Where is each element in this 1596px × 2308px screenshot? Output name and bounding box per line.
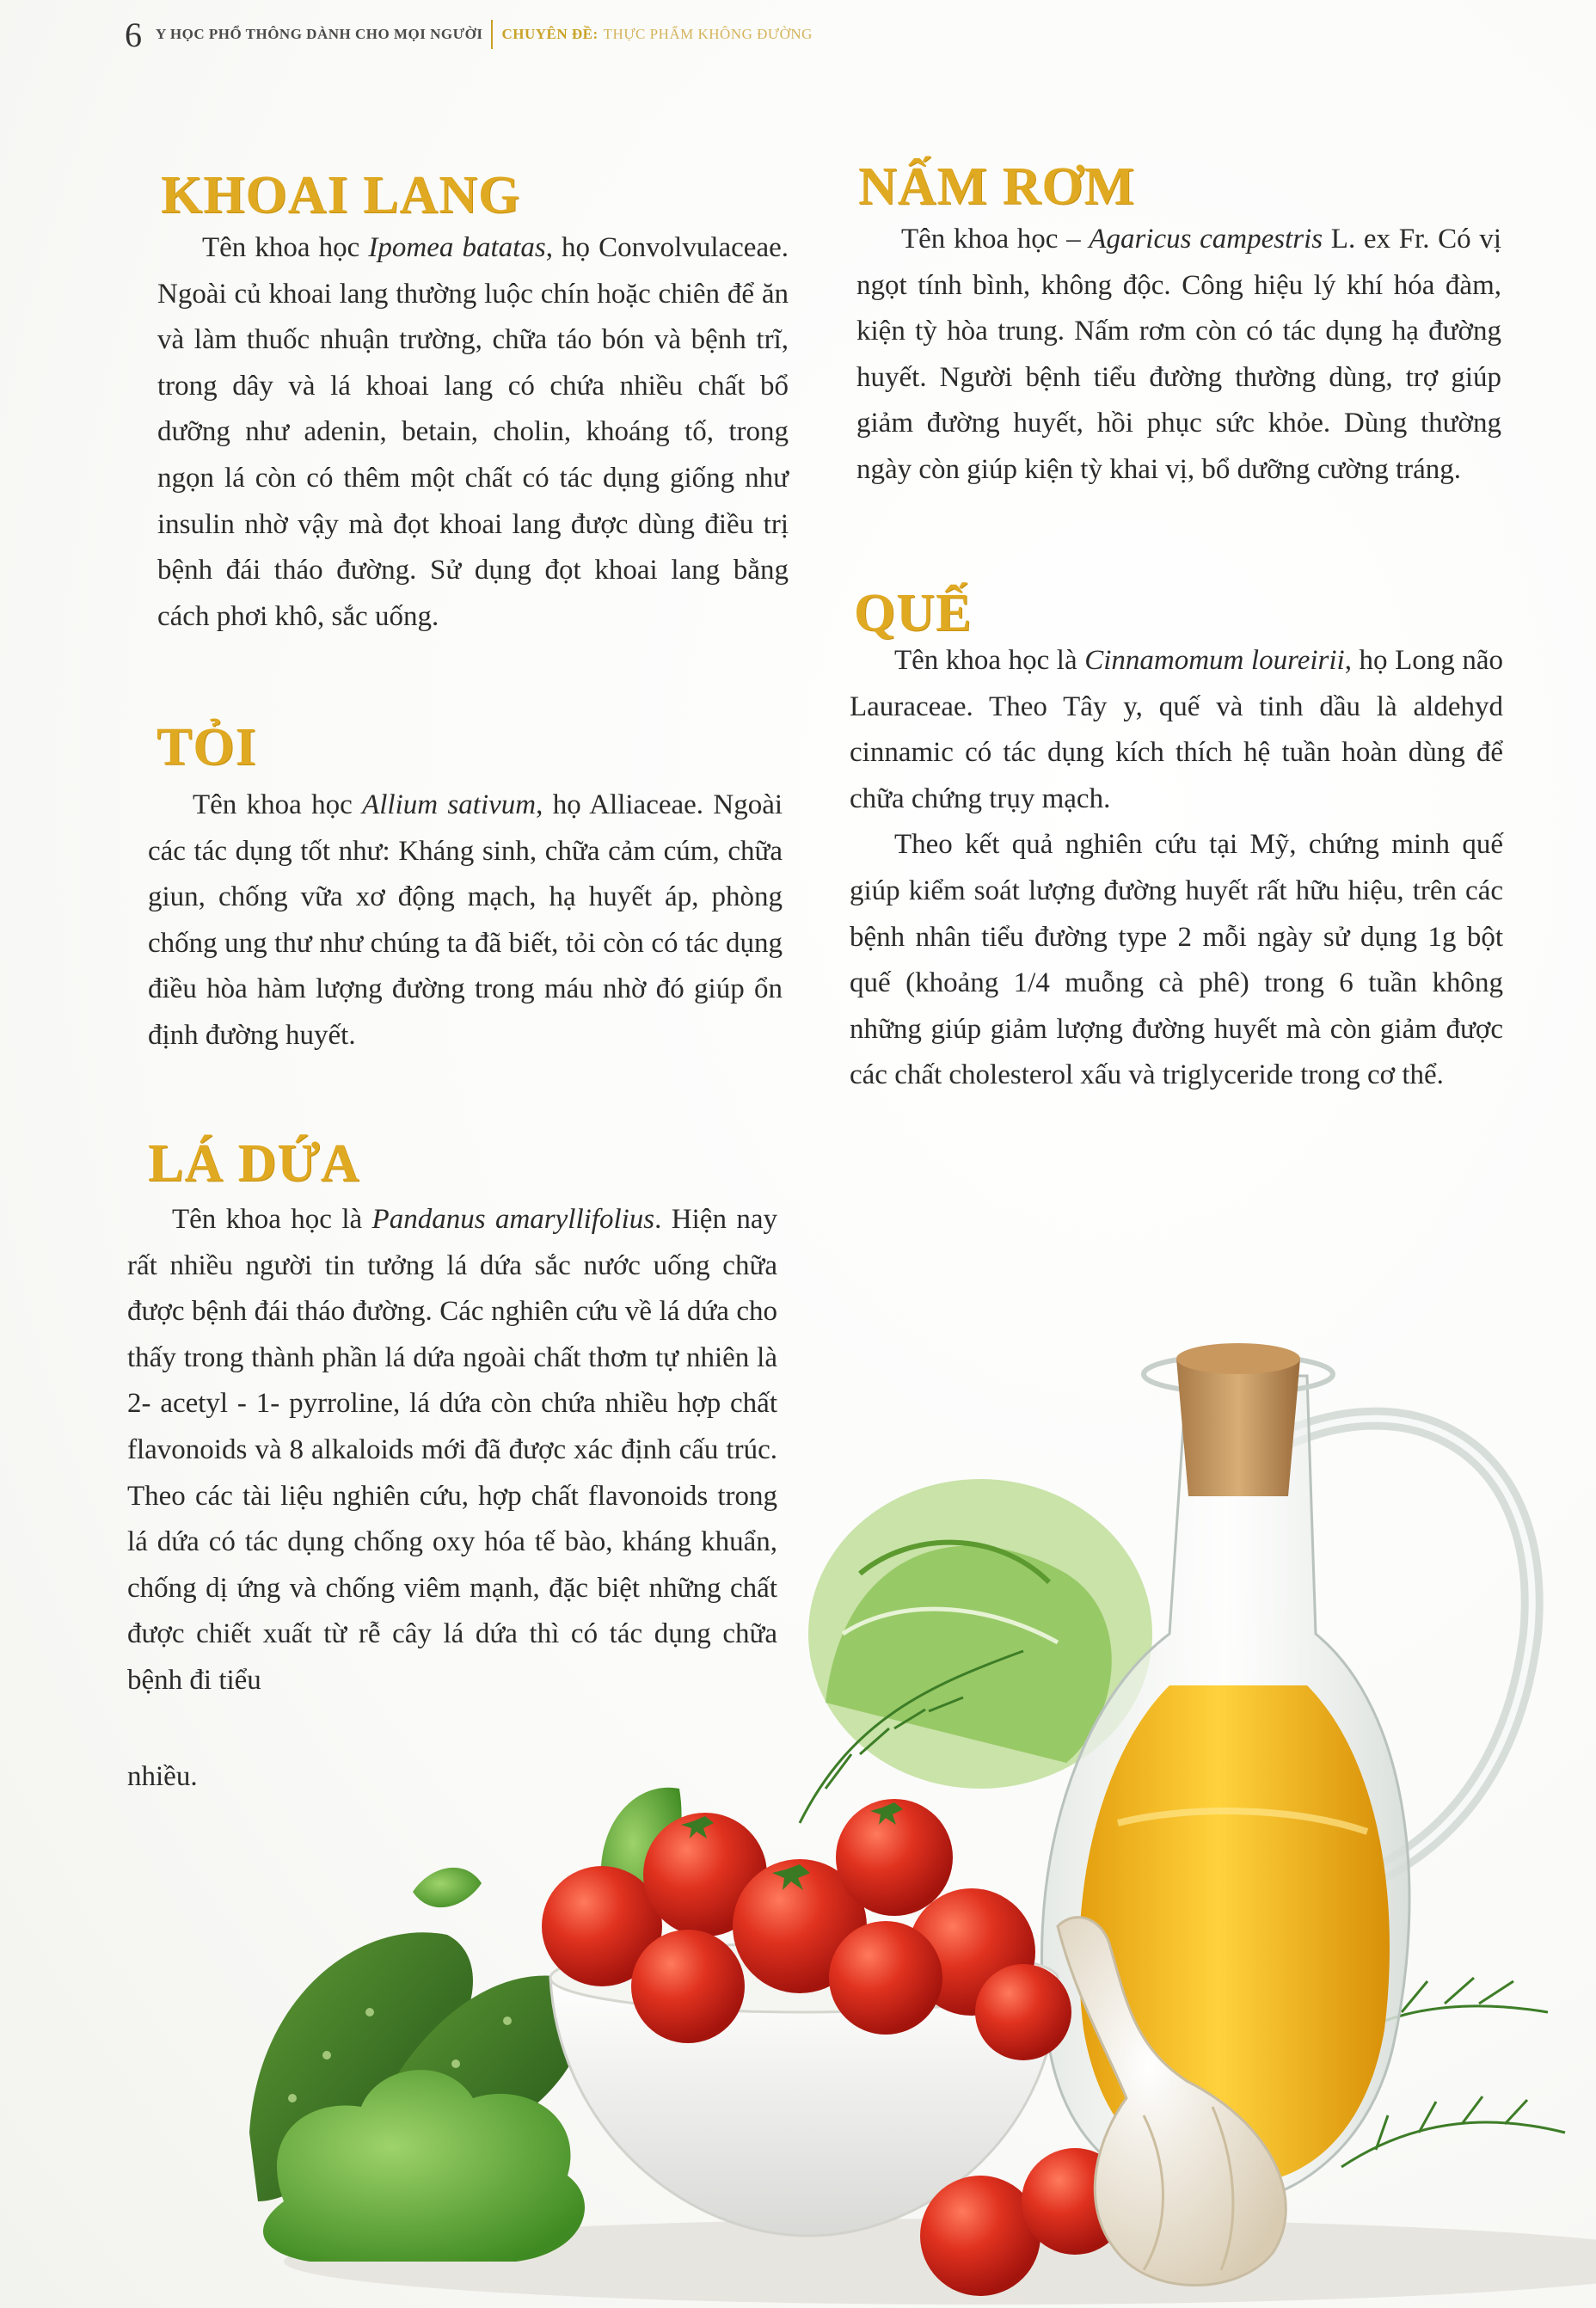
scientific-name: Cinnamomum loureirii xyxy=(1084,645,1345,676)
scientific-name: Agaricus campestris xyxy=(1089,224,1323,255)
section-nam-rom-body xyxy=(856,217,1501,494)
section-toi xyxy=(157,718,784,776)
la-dua-last-line xyxy=(127,1754,385,1801)
heading-toi: TỎI xyxy=(157,718,257,776)
book-title: Y HỌC PHỔ THÔNG DÀNH CHO MỌI NGƯỜI xyxy=(156,26,483,42)
section-khoai-lang-body xyxy=(157,225,789,640)
paragraph-la-dua: Tên khoa học là Pandanus amaryllifolius. Hiện nay rất nhiều người tin tưởng lá dứa sắc nước uống chữa được bệnh đái tháo đường. Các nghiên cứu về lá dứa cho thấy trong thành phần lá dứa ngoài chất thơm tự nhiên là 2- acetyl - 1- pyrroline, lá dứa còn chứa nhiều hợp chất flavonoids và 8 alkaloids mới đã được xác định cấu trúc. Theo các tài liệu nghiên cứu, hợp chất flavonoids trong lá dứa có tác dụng chống oxy hóa tế bào, kháng khuẩn, chống dị ứng và chống viêm mạnh, đặc biệt những chất được chiết xuất từ rễ cây lá dứa thì có tác dụng chữa bệnh đi tiểu xyxy=(127,1204,777,1696)
scientific-name: Allium sativum xyxy=(362,789,537,820)
scientific-name: Ipomea batatas xyxy=(368,232,546,263)
paragraph-nam-rom: Tên khoa học – Agaricus campestris L. ex Fr. Có vị ngọt tính bình, không độc. Công hiệu lý khí hóa đàm, kiện tỳ hòa trung. Nấm rơm còn có tác dụng hạ đường huyết. Người bệnh tiểu đường thường dùng, trợ giúp giảm đường huyết, hồi phục sức khỏe. Dùng thường ngày còn giúp kiện tỳ khai vị, bổ dưỡng cường tráng. xyxy=(856,224,1501,485)
paragraph-toi: Tên khoa học Allium sativum, họ Alliaceae. Ngoài các tác dụng tốt như: Kháng sinh, chữa cảm cúm, chữa giun, chống vữa xơ động mạch, hạ huyết áp, phòng chống ung thư như chúng ta đã biết, tỏi còn có tác dụng điều hòa hàm lượng đường trong máu nhờ đó giúp ổn định đường huyết. xyxy=(148,789,783,1051)
section-la-dua xyxy=(148,1134,776,1193)
section-que-body xyxy=(850,638,1503,1099)
paragraph-la-dua-end: nhiều. xyxy=(127,1761,198,1792)
section-nam-rom xyxy=(858,157,1503,216)
paragraph-que-2: Theo kết quả nghiên cứu tại Mỹ, chứng minh quế giúp kiểm soát lượng đường huyết rất hữu hiệu, trên các bệnh nhân tiểu đường type 2 mỗi ngày sử dụng 1g bột quế (khoảng 1/4 muỗng cà phê) trong 6 tuần không những giúp giảm lượng đường huyết mà còn giảm được các chất cholesterol xấu và triglyceride trong cơ thể. xyxy=(850,829,1503,1091)
topic-title: THỰC PHẨM KHÔNG ĐƯỜNG xyxy=(603,26,813,42)
heading-khoai-lang: KHOAI LANG xyxy=(161,166,521,224)
paragraph-que-1: Tên khoa học là Cinnamomum loureirii, họ Long não Lauraceae. Theo Tây y, quế và tinh dầu là aldehyd cinnamic có tác dụng kích thích hệ tuần hoàn dùng để chữa chứng trụy mạch. xyxy=(850,645,1503,814)
paragraph-khoai-lang: Tên khoa học Ipomea batatas, họ Convolvulaceae. Ngoài củ khoai lang thường luộc chín hoặc chiên để ăn và làm thuốc nhuận trường, chữa táo bón và bệnh trĩ, trong dây và lá khoai lang có chứa nhiều chất bổ dưỡng như adenin, betain, cholin, khoáng tố, trong ngọn lá còn có thêm một chất có tác dụng giống như insulin nhờ vậy mà đọt khoai lang được dùng điều trị bệnh đái tháo đường. Sử dụng đọt khoai lang bằng cách phơi khô, sắc uống. xyxy=(157,232,789,632)
running-head xyxy=(125,10,813,58)
header-divider xyxy=(491,20,493,49)
page-number: 6 xyxy=(125,15,142,54)
heading-la-dua: LÁ DỨA xyxy=(148,1134,360,1193)
section-toi-body xyxy=(148,783,783,1059)
scientific-name: Pandanus amaryllifolius xyxy=(371,1204,655,1235)
section-khoai-lang xyxy=(161,166,789,224)
heading-que: QUẾ xyxy=(854,584,973,642)
heading-nam-rom: NẤM RƠM xyxy=(858,157,1136,216)
topic-label: CHUYÊN ĐỀ: xyxy=(501,26,598,42)
section-la-dua-body xyxy=(127,1197,777,1704)
section-que xyxy=(854,586,1499,640)
